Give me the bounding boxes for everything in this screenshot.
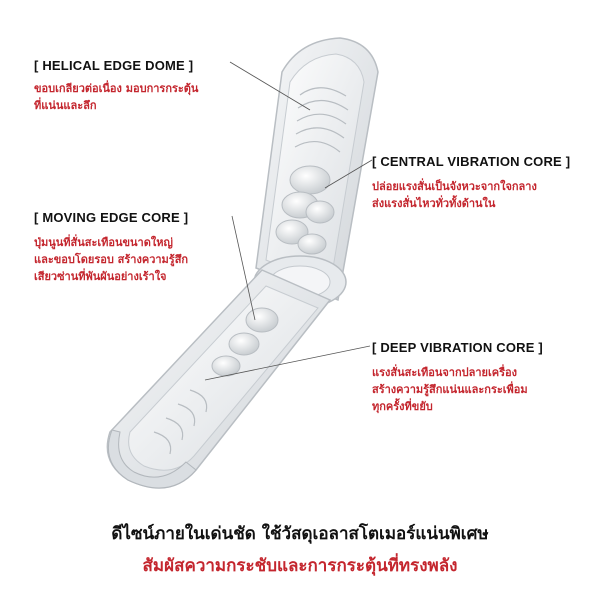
- deep-vibration-core-title: [ DEEP VIBRATION CORE ]: [372, 340, 543, 355]
- moving-edge-core-title: [ MOVING EDGE CORE ]: [34, 210, 189, 225]
- moving-edge-core-desc: ปุ่มนูนที่สั่นสะเทือนขนาดใหญ่ และขอบโดยรอบ สร้างความรู้สึก เสียวซ่านที่พันผันอย่างเร้าใจ: [34, 236, 189, 283]
- deep-vibration-core-desc: แรงสั่นสะเทือนจากปลายเครื่อง สร้างความรู้สึกแน่นและกระเพื่อม ทุกครั้งที่ขยับ: [372, 366, 528, 413]
- helical-edge-dome-title: [ HELICAL EDGE DOME ]: [34, 58, 194, 73]
- lower-shell: [107, 270, 330, 488]
- central-vibration-core-desc: ปล่อยแรงสั่นเป็นจังหวะจากใจกลาง ส่งแรงสั่นไหวทั่วทั้งด้านใน: [372, 180, 537, 210]
- helical-edge-dome-desc: ขอบเกลียวต่อเนื่อง มอบการกระตุ้น ที่แน่นและลึก: [34, 82, 199, 112]
- central-vibration-core-title: [ CENTRAL VIBRATION CORE ]: [372, 154, 571, 169]
- footer-subheadline: สัมผัสความกระชับและการกระตุ้นที่ทรงพลัง: [142, 556, 458, 576]
- footer-headline: ดีไซน์ภายในเด่นชัด ใช้วัสดุเอลาสโตเมอร์แน่นพิเศษ: [111, 524, 489, 544]
